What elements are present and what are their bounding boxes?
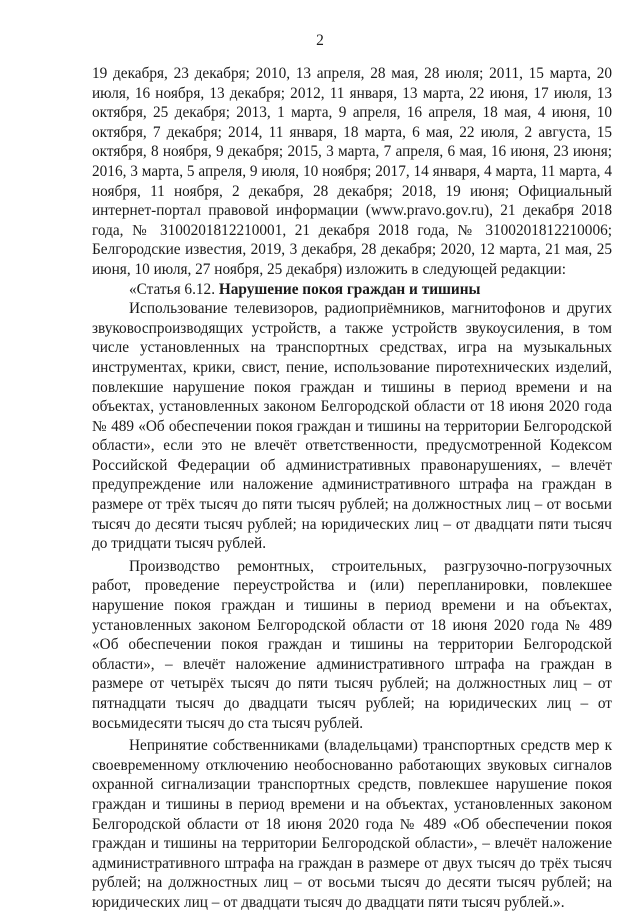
page-number: 2 (316, 32, 324, 49)
paragraph-2: Производство ремонтных, строительных, разгрузочно-погрузочных работ, проведение переустройства и (или) перепланировки, повлекшее нарушение покоя граждан и тишины в период времени и на объектах, установленных законом Белгородской области от 18 июня 2020 года № 489 «Об обеспечении покоя граждан и тишины на территории Белгородской области», – влечёт наложение административного штрафа на граждан в размере от четырёх тысяч до пяти тысяч рублей; на должностных лиц – от пятнадцати тысяч до двадцати тысяч рублей; на юридических лиц – от восьмидесяти тысяч до ста тысяч рублей. (92, 557, 612, 732)
paragraph-3: Непринятие собственниками (владельцами) транспортных средств мер к своевременному отключению необоснованно работающих звуковых сигналов охранной сигнализации транспортных средств, повлекшее нарушение покоя граждан и тишины в период времени и на объектах, установленных законом Белгородской области от 18 июня 2020 года № 489 «Об обеспечении покоя граждан и тишины на территории Белгородской области», – влечёт наложение административного штрафа на граждан в размере от двух тысяч до трёх тысяч рублей; на должностных лиц – от восьми тысяч до десяти тысяч рублей; на юридических лиц – от двадцати тысяч до двадцати пяти тысяч рублей.». (92, 737, 612, 911)
article-heading (92, 280, 612, 300)
intro-paragraph: 19 декабря, 23 декабря; 2010, 13 апреля, 28 мая, 28 июля; 2011, 15 марта, 20 июля, 16 ноября, 13 декабря; 2012, 11 января, 13 марта, 22 июня, 17 июля, 13 октября, 25 декабря; 2013, 1 марта, 9 апреля, 16 апреля, 18 мая, 4 июня, 10 октября, 7 декабря; 2014, 11 января, 18 марта, 6 мая, 22 июля, 2 августа, 15 октября, 8 ноября, 9 декабря; 2015, 3 марта, 7 апреля, 6 мая, 16 июня, 23 июня; 2016, 3 марта, 5 апреля, 9 июля, 10 ноября; 2017, 14 января, 4 марта, 11 марта, 4 ноября, 11 ноября, 2 декабря, 28 декабря; 2018, 19 июня; Официальный интернет-портал правовой информации (www.pravo.gov.ru), 21 декабря 2018 года, № 3100201812210001, 21 декабря 2018 года, № 3100201812210006; Белгородские известия, 2019, 3 декабря, 28 декабря; 2020, 12 марта, 21 мая, 25 июня, 10 июля, 27 ноября, 25 декабря) изложить в следующей редакции: (92, 65, 612, 278)
article-title: Нарушение покоя граждан и тишины (218, 280, 481, 298)
document-body (92, 64, 612, 913)
paragraph-1: Использование телевизоров, радиоприёмников, магнитофонов и других звуковоспроизводящих устройств, а также устройств звукоусиления, в том числе установленных на транспортных средствах, игра на музыкальных инструментах, крики, свист, пение, использование пиротехнических изделий, повлекшие нарушение покоя граждан и тишины в период времени и на объектах, установленных законом Белгородской области от 18 июня 2020 года № 489 «Об обеспечении покоя граждан и тишины на территории Белгородской области», если это не влечёт ответственности, предусмотренной Кодексом Российской Федерации об административных правонарушениях, – влечёт предупреждение или наложение административного штрафа на граждан в размере от трёх тысяч до пяти тысяч рублей; на должностных лиц – от восьми тысяч до десяти тысяч рублей; на юридических лиц – от двадцати пяти тысяч до тридцати тысяч рублей. (92, 300, 612, 553)
article-prefix: «Статья 6.12. (129, 280, 219, 298)
